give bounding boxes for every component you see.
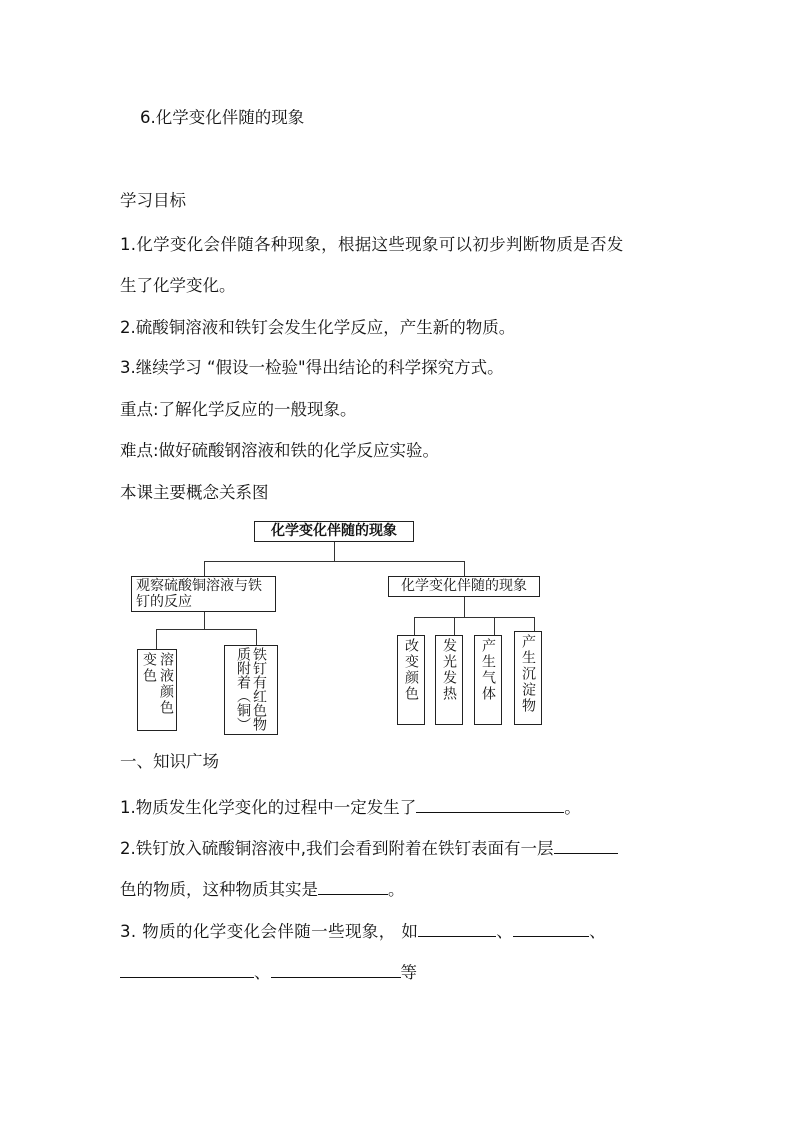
separator-2: 、 bbox=[589, 922, 607, 941]
goals-heading: 学习目标 bbox=[120, 191, 186, 210]
question-3a bbox=[120, 920, 606, 942]
answer-blank-4[interactable] bbox=[418, 920, 496, 937]
root-stem bbox=[334, 541, 335, 561]
left-branch-drop bbox=[204, 561, 205, 576]
goal-item-1b: 生了化学变化。 bbox=[120, 276, 236, 295]
question-3-end: 等 bbox=[400, 963, 417, 982]
right-leaf-drop-2 bbox=[454, 617, 455, 635]
right-leaf-4 bbox=[514, 631, 542, 725]
branch-bar bbox=[204, 561, 464, 562]
answer-blank-5[interactable] bbox=[513, 920, 589, 937]
right-leaf-drop-1 bbox=[414, 617, 415, 635]
difficulty-point: 难点:做好硫酸钢溶液和铁的化学反应实验。 bbox=[120, 441, 440, 460]
question-2a-text: 2.铁钉放入硫酸铜溶液中,我们会看到附着在铁钉表面有一层 bbox=[120, 839, 554, 858]
right-leaf-1-label: 改变颜色 bbox=[403, 638, 419, 702]
left-branch-label: 观察硫酸铜溶液与铁钉的反应 bbox=[136, 578, 262, 610]
left-leaf-drop-2 bbox=[256, 629, 257, 645]
section-1-heading: 一、知识广场 bbox=[120, 752, 219, 771]
root-node bbox=[254, 521, 414, 542]
right-branch-label: 化学变化伴随的现象 bbox=[401, 578, 527, 594]
answer-blank-1[interactable] bbox=[416, 796, 564, 813]
answer-blank-6[interactable] bbox=[120, 961, 254, 978]
answer-blank-2[interactable] bbox=[554, 837, 618, 854]
page-title: 6.化学变化伴随的现象 bbox=[140, 108, 305, 127]
separator-3: 、 bbox=[254, 963, 271, 982]
right-sub-bar bbox=[414, 617, 534, 618]
left-leaf-drop-1 bbox=[156, 629, 157, 649]
left-leaf-1 bbox=[137, 649, 177, 731]
right-leaf-drop-4 bbox=[534, 617, 535, 631]
right-leaf-1 bbox=[397, 635, 425, 725]
right-leaf-3 bbox=[474, 635, 502, 725]
right-leaf-4-label: 产生沉淀物 bbox=[520, 634, 536, 714]
question-2b-text: 色的物质，这种物质其实是 bbox=[120, 880, 318, 899]
question-1 bbox=[120, 796, 581, 818]
right-leaf-2-label: 发光发热 bbox=[441, 638, 457, 702]
right-leaf-3-label: 产生气体 bbox=[480, 638, 496, 702]
concept-diagram bbox=[118, 517, 548, 739]
question-2b bbox=[120, 878, 405, 900]
right-branch-node bbox=[388, 576, 540, 597]
question-2-end: 。 bbox=[388, 880, 405, 899]
left-leaf-2 bbox=[224, 645, 278, 735]
right-sub-stem bbox=[464, 597, 465, 617]
answer-blank-7[interactable] bbox=[271, 961, 401, 978]
goal-item-1a: 1.化学变化会伴随各种现象，根据这些现象可以初步判断物质是否发 bbox=[120, 235, 624, 254]
question-3b bbox=[120, 961, 417, 983]
right-leaf-2 bbox=[435, 635, 463, 725]
left-sub-stem bbox=[204, 611, 205, 629]
left-leaf-1-label: 溶液颜色变色 bbox=[141, 652, 174, 716]
goal-item-3: 3.继续学习 “假设一检验"得出结论的科学探究方式。 bbox=[120, 358, 504, 377]
answer-blank-3[interactable] bbox=[318, 878, 388, 895]
left-sub-bar bbox=[156, 629, 256, 630]
concept-map-heading: 本课主要概念关系图 bbox=[120, 483, 269, 502]
right-leaf-drop-3 bbox=[494, 617, 495, 635]
question-3a-text: 3. 物质的化学变化会伴随一些现象， 如 bbox=[120, 922, 419, 941]
right-branch-drop bbox=[464, 561, 465, 576]
left-branch-node bbox=[131, 576, 276, 612]
separator-1: 、 bbox=[496, 922, 514, 941]
root-node-label: 化学变化伴随的现象 bbox=[271, 523, 397, 539]
key-point: 重点:了解化学反应的一般现象。 bbox=[120, 400, 357, 419]
question-2a bbox=[120, 837, 618, 859]
goal-item-2: 2.硫酸铜溶液和铁钉会发生化学反应，产生新的物质。 bbox=[120, 318, 516, 337]
question-1-text: 1.物质发生化学变化的过程中一定发生了 bbox=[120, 798, 417, 817]
left-leaf-2-label: 铁钉有红色物质附着（铜） bbox=[235, 647, 267, 731]
question-1-end: 。 bbox=[564, 798, 581, 817]
